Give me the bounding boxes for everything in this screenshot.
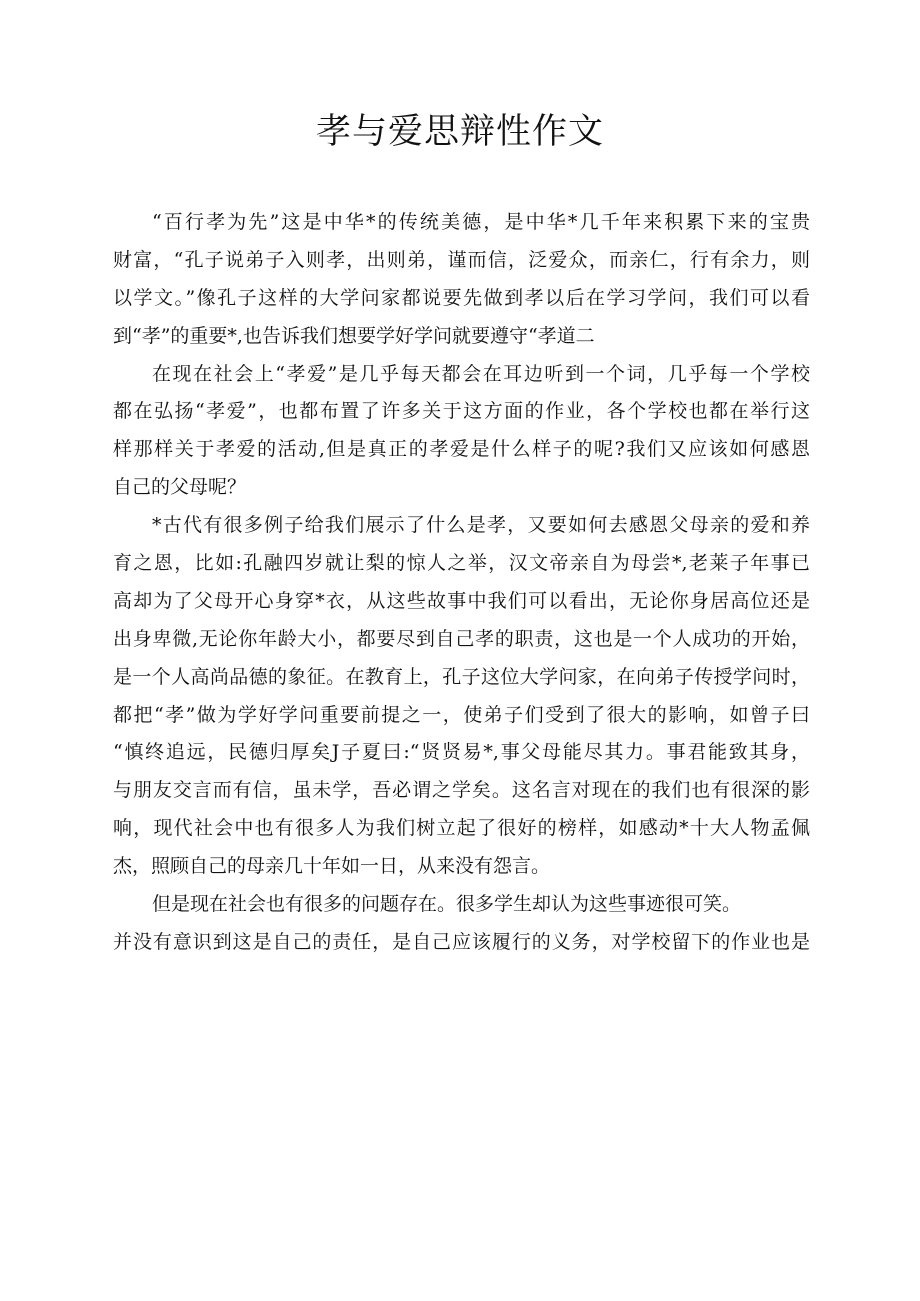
text-line: 育之恩，比如:孔融四岁就让梨的惊人之举，汉文帝亲自为母尝*,老莱子年事已 xyxy=(113,552,810,575)
text-line: 杰，照顾自己的母亲几十年如一日，从来没有怨言。 xyxy=(113,855,551,878)
text-line: 与朋友交言而有信，虽未学，吾必谓之学矣。这名言对现在的我们也有很深的影 xyxy=(113,779,810,802)
text-line: *古代有很多例子给我们展示了什么是孝，又要如何去感恩父母亲的爱和养 xyxy=(152,514,810,537)
text-line: 财富，“孔子说弟子入则孝，出则弟，谨而信，泛爱众，而亲仁，行有余力，则 xyxy=(113,248,810,271)
page-title: 孝与爱思辩性作文 xyxy=(315,112,604,152)
text-line: 以学文。”像孔子这样的大学问家都说要先做到孝以后在学习学问，我们可以看 xyxy=(113,286,810,309)
text-line: 在现在社会上“孝爱”是几乎每天都会在耳边听到一个词，几乎每一个学校 xyxy=(152,362,810,385)
text-line: 并没有意识到这是自己的责任，是自己应该履行的义务，对学校留下的作业也是 xyxy=(113,930,810,953)
text-line: 响，现代社会中也有很多人为我们树立起了很好的榜样，如感动*十大人物孟佩 xyxy=(113,817,810,840)
essay-body xyxy=(113,204,810,962)
text-line: 都在弘扬“孝爱”，也都布置了许多关于这方面的作业，各个学校也都在举行这 xyxy=(113,400,810,423)
text-line: 到“孝”的重要*,也告诉我们想要学好学问就要遵守“孝道二 xyxy=(113,324,595,347)
text-line: 都把“孝”做为学好学问重要前提之一，使弟子们受到了很大的影响，如曾子曰 xyxy=(113,703,810,726)
text-line: 高却为了父母开心身穿*衣，从这些故事中我们可以看出，无论你身居高位还是 xyxy=(113,589,810,612)
text-line: “百行孝为先”这是中华*的传统美德，是中华*几千年来积累下来的宝贵 xyxy=(152,211,810,233)
text-line: 样那样关于孝爱的活动,但是真正的孝爱是什么样子的呢?我们又应该如何感恩 xyxy=(113,438,810,461)
text-line: 但是现在社会也有很多的问题存在。很多学生却认为这些事迹很可笑。 xyxy=(152,893,742,916)
text-line: 出身卑微,无论你年龄大小，都要尽到自己孝的职责，这也是一个人成功的开始， xyxy=(113,627,810,650)
text-line: 自己的父母呢？ xyxy=(113,476,247,499)
text-line: 是一个人高尚品德的象征。在教育上，孔子这位大学问家，在向弟子传授学问时， xyxy=(113,665,810,688)
text-line: “慎终追远，民德归厚矣J子夏曰:“贤贤易*,事父母能尽其力。事君能致其身， xyxy=(113,741,810,764)
